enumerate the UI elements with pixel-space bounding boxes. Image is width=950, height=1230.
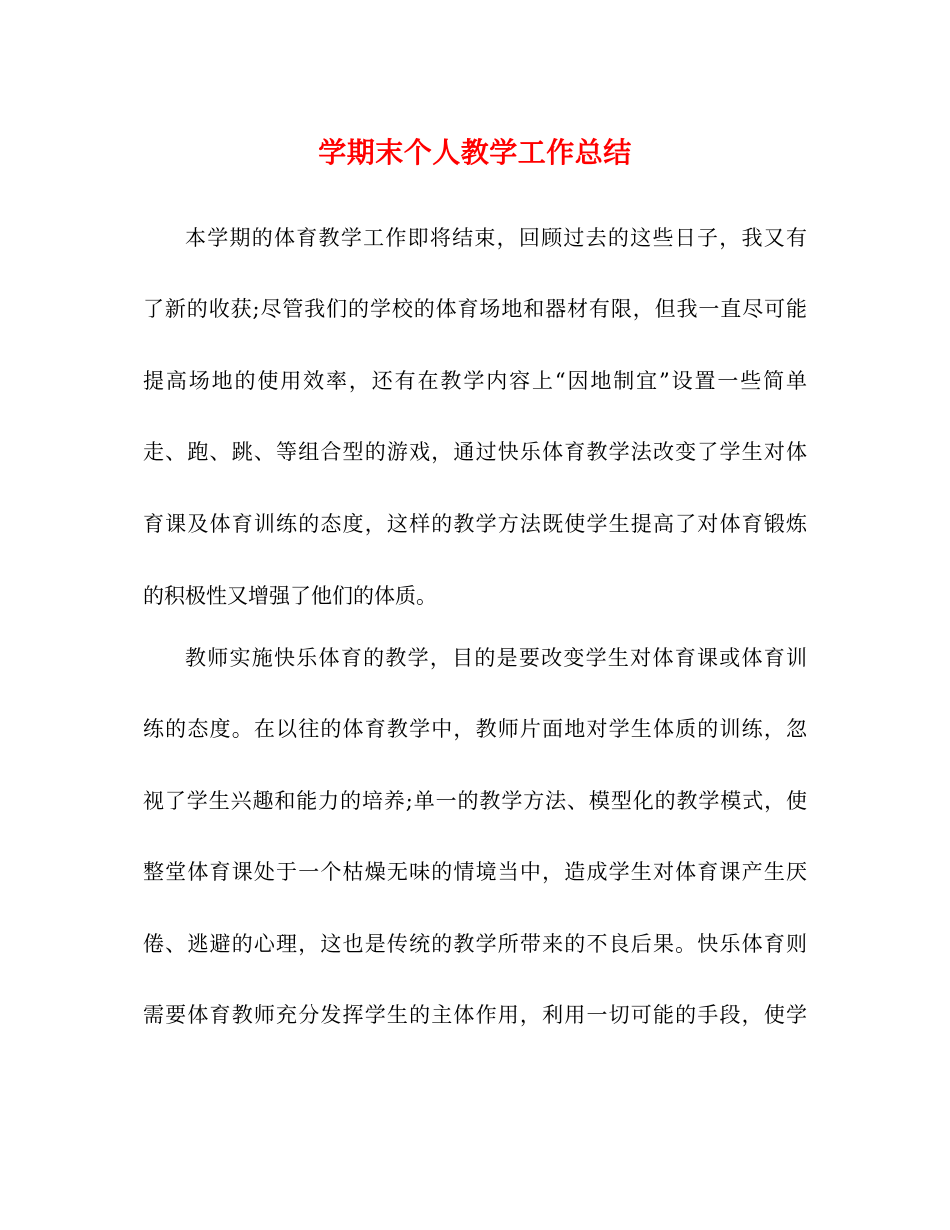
- paragraph-2-line-4: 整堂体育课处于一个枯燥无味的情境当中，造成学生对体育课产生厌: [143, 860, 807, 884]
- paragraph-2-line-5: 倦、逃避的心理，这也是传统的教学所带来的不良后果。快乐体育则: [143, 932, 807, 956]
- paragraph-1-line-1: 本学期的体育教学工作即将结束，回顾过去的这些日子，我又有: [185, 226, 807, 250]
- paragraph-1-line-5: 育课及体育训练的态度，这样的教学方法既使学生提高了对体育锻炼: [143, 512, 807, 536]
- paragraph-2-line-1: 教师实施快乐体育的教学，目的是要改变学生对体育课或体育训: [185, 646, 807, 670]
- paragraph-2-line-6: 需要体育教师充分发挥学生的主体作用，利用一切可能的手段，使学: [143, 1003, 807, 1027]
- paragraph-2-line-2: 练的态度。在以往的体育教学中，教师片面地对学生体质的训练，忽: [143, 717, 807, 741]
- paragraph-1-line-4: 走、跑、跳、等组合型的游戏，通过快乐体育教学法改变了学生对体: [143, 440, 807, 464]
- document-title: 学期末个人教学工作总结: [318, 136, 632, 169]
- paragraph-2-line-3: 视了学生兴趣和能力的培养;单一的教学方法、模型化的教学模式，使: [143, 789, 807, 813]
- paragraph-1-line-6: 的积极性又增强了他们的体质。: [143, 584, 437, 608]
- paragraph-1-line-2: 了新的收获;尽管我们的学校的体育场地和器材有限，但我一直尽可能: [143, 297, 807, 321]
- paragraph-1-line-3: 提高场地的使用效率，还有在教学内容上“因地制宜”设置一些简单: [143, 369, 807, 393]
